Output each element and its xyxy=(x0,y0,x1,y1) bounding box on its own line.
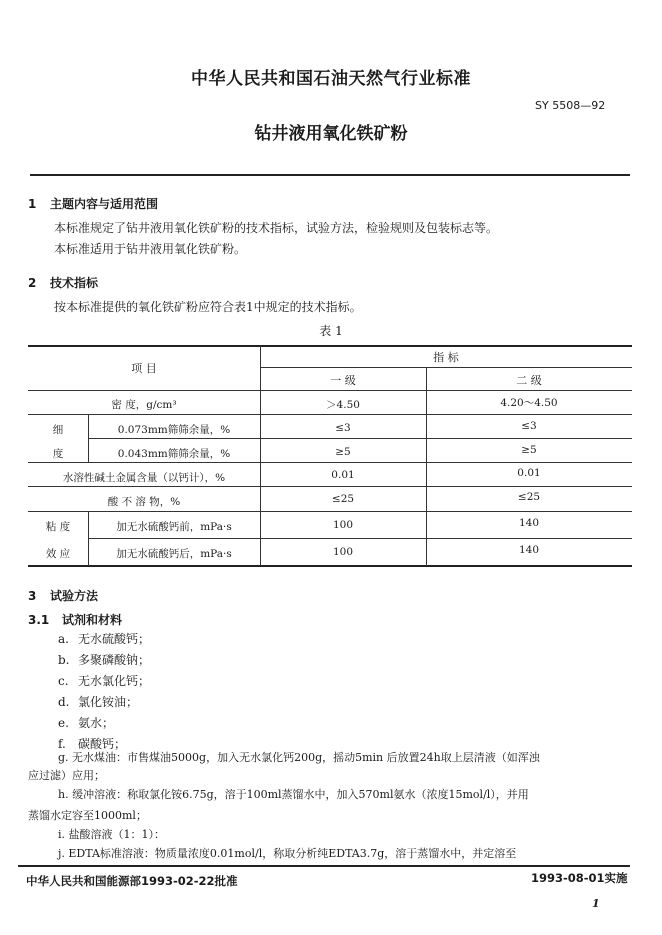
grade-1-value: 0.01 xyxy=(331,469,355,481)
table-rule xyxy=(28,486,632,487)
list-item xyxy=(58,714,114,731)
section-title: 试验方法 xyxy=(50,589,99,603)
grade-2-value: ≥5 xyxy=(521,444,537,456)
item-text: 多聚磷酸钠； xyxy=(78,653,151,667)
item-label: b. xyxy=(58,653,70,667)
row-label: 0.043mm筛筛余量，% xyxy=(117,448,231,460)
row-label: 加无水硫酸钙后，mPa·s xyxy=(116,548,232,560)
item-label: e. xyxy=(58,716,69,730)
table-rule xyxy=(260,367,632,368)
grade-1-value: 100 xyxy=(332,519,354,531)
header-index: 指 标 xyxy=(433,351,459,364)
page-number: 1 xyxy=(592,897,600,910)
table-rule xyxy=(28,414,632,415)
document-title: 钻井液用氧化铁矿粉 xyxy=(254,124,408,144)
table-rule xyxy=(88,538,632,539)
row-group: 效 应 xyxy=(45,548,71,560)
section-3-heading xyxy=(28,587,98,604)
section-number: 3 xyxy=(28,589,37,603)
list-item-j: j. EDTA标准溶液：物质量浓度0.01mol/l，称取分析纯EDTA3.7g，溶于蒸馏水中，并定溶至 xyxy=(58,847,517,860)
grade-2-value: 4.20～4.50 xyxy=(500,397,558,409)
grade-2-value: 140 xyxy=(518,544,540,556)
table-caption: 表 1 xyxy=(319,324,343,338)
item-label: c. xyxy=(58,674,69,688)
row-label: 水溶性碱土金属含量（以钙计），% xyxy=(62,472,226,484)
table-rule xyxy=(28,390,632,391)
item-text: 氨水； xyxy=(78,716,115,730)
grade-1-value: ≤25 xyxy=(331,493,355,505)
grade-1-value: ＞4.50 xyxy=(326,399,360,411)
row-label: 密 度，g/cm³ xyxy=(111,399,177,411)
item-label: d. xyxy=(58,695,70,709)
header-grade-2: 二 级 xyxy=(516,374,542,387)
header-rule xyxy=(30,174,630,176)
item-label: f. xyxy=(58,737,66,751)
list-item xyxy=(58,672,150,689)
list-item-h: h. 缓冲溶液：称取氯化铵6.75g，溶于100ml蒸馏水中，加入570ml氨水（浓度15mol/l），并用 xyxy=(58,788,529,801)
list-item-h-continued: 蒸馏水定容至1000ml； xyxy=(28,809,147,822)
grade-2-value: 0.01 xyxy=(517,467,541,479)
section-title: 技术指标 xyxy=(50,276,99,290)
list-item xyxy=(58,651,150,668)
subsection-number: 3.1 xyxy=(28,613,50,627)
header-item: 项 目 xyxy=(131,362,157,375)
list-item xyxy=(58,630,150,647)
list-item-g: g. 无水煤油：市售煤油5000g，加入无水氯化钙200g，摇动5min 后放置24h取上层清液（如浑浊 xyxy=(58,751,540,764)
list-item xyxy=(58,693,138,710)
row-label: 0.073mm筛筛余量，% xyxy=(117,424,231,436)
grade-1-value: ≤3 xyxy=(335,422,351,434)
section-2-paragraph: 按本标准提供的氧化铁矿粉应符合表1中规定的技术指标。 xyxy=(54,300,362,314)
section-1-heading xyxy=(28,195,158,212)
grade-2-value: ≤3 xyxy=(521,420,537,432)
section-2-heading xyxy=(28,274,98,291)
item-text: 无水硫酸钙； xyxy=(78,632,151,646)
effective-date: 1993-08-01实施 xyxy=(531,871,628,885)
row-group: 细 xyxy=(52,424,64,436)
technical-index-table xyxy=(28,345,632,567)
footer-rule xyxy=(18,865,630,867)
table-rule xyxy=(28,511,632,512)
grade-1-value: 100 xyxy=(332,546,354,558)
grade-2-value: ≤25 xyxy=(517,491,541,503)
item-text: 碳酸钙； xyxy=(78,737,127,751)
row-label: 酸 不 溶 物，% xyxy=(107,496,181,508)
section-number: 1 xyxy=(28,197,37,211)
table-rule xyxy=(28,462,632,463)
grade-1-value: ≥5 xyxy=(335,446,351,458)
list-item-g-continued: 应过滤）应用； xyxy=(28,769,105,782)
issuing-organization: 中华人民共和国石油天然气行业标准 xyxy=(191,69,471,89)
section-number: 2 xyxy=(28,276,37,290)
item-text: 无水氯化钙； xyxy=(78,674,151,688)
row-group: 粘 度 xyxy=(45,521,71,533)
table-rule xyxy=(28,565,632,567)
section-1-paragraph: 本标准适用于钻井液用氧化铁矿粉。 xyxy=(54,242,247,256)
row-group: 度 xyxy=(52,448,64,460)
approval-line: 中华人民共和国能源部1993-02-22批准 xyxy=(26,874,238,888)
standard-code: SY 5508—92 xyxy=(535,99,606,112)
table-rule xyxy=(88,438,632,439)
section-title: 主题内容与适用范围 xyxy=(50,197,159,211)
subsection-title: 试剂和材料 xyxy=(62,613,123,627)
subsection-3-1-heading xyxy=(28,611,122,628)
row-label: 加无水硫酸钙前，mPa·s xyxy=(116,521,232,533)
table-rule xyxy=(28,345,632,347)
grade-2-value: 140 xyxy=(518,517,540,529)
section-1-paragraph: 本标准规定了钻井液用氧化铁矿粉的技术指标，试验方法，检验规则及包装标志等。 xyxy=(54,221,499,235)
header-grade-1: 一 级 xyxy=(330,374,356,387)
item-text: 氯化铵油； xyxy=(78,695,139,709)
item-label: a. xyxy=(58,632,69,646)
list-item-i: i. 盐酸溶液（1：1）： xyxy=(58,828,166,841)
